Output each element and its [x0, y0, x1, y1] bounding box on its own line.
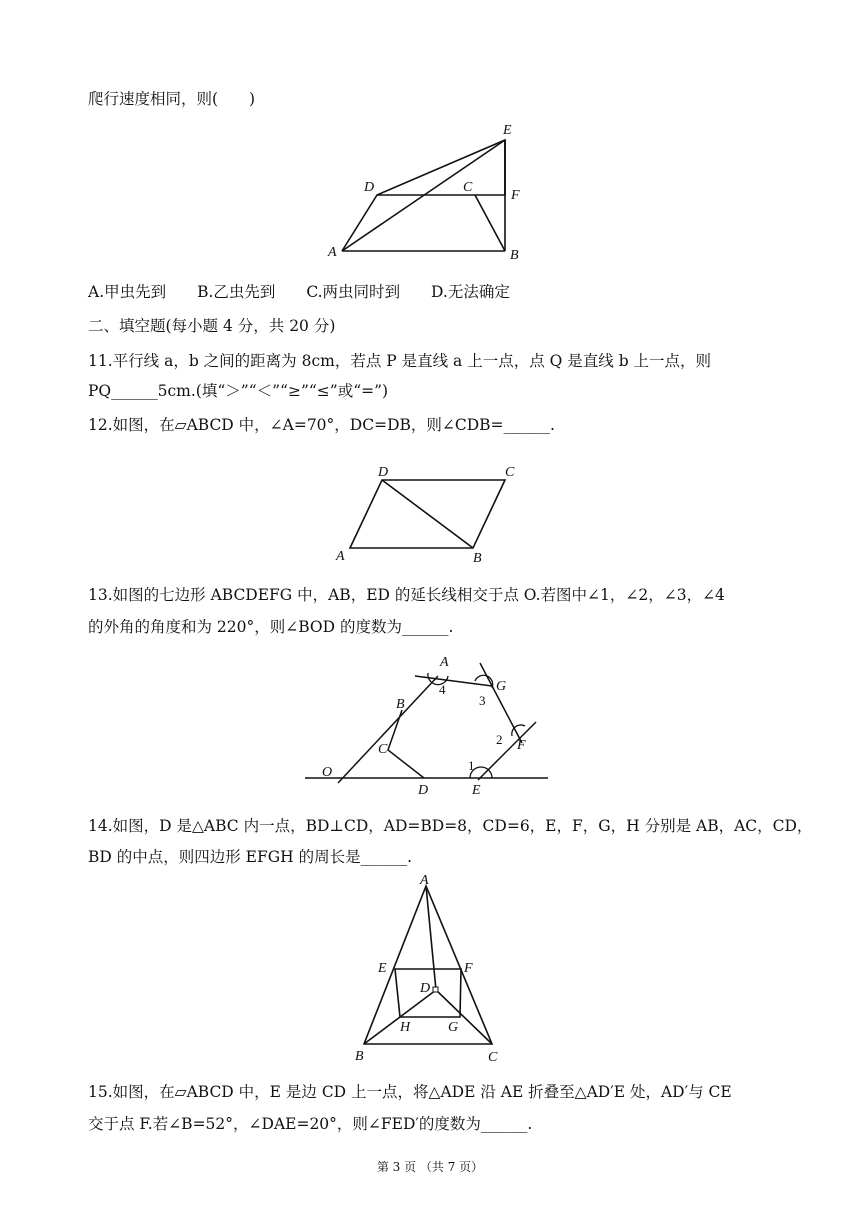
- q13-label-o: O: [322, 765, 333, 780]
- q10-option-c: C.两虫同时到: [306, 283, 401, 301]
- q13-label-d: D: [418, 783, 429, 798]
- q14-figure: [340, 874, 520, 1068]
- q14-label-c: C: [488, 1050, 498, 1065]
- q15-line2: 交于点 F.若∠B=52°，∠DAE=20°，则∠FED′的度数为______.: [88, 1115, 533, 1133]
- q12-label-c: C: [505, 465, 515, 480]
- q10-option-a: A.甲虫先到: [88, 283, 167, 301]
- q10-label-b: B: [510, 248, 519, 263]
- q13-label-b: B: [396, 697, 405, 712]
- q13-label-a: A: [440, 655, 449, 670]
- q12-label-d: D: [378, 465, 389, 480]
- q11-line1: 11.平行线 a，b 之间的距离为 8cm，若点 P 是直线 a 上一点，点 Q 是直线 b 上一点，则: [88, 352, 712, 370]
- q14-label-d: D: [420, 981, 431, 996]
- q13-figure: [300, 648, 560, 798]
- q12-label-b: B: [473, 551, 482, 566]
- q13-line1: 13.如图的七边形 ABCDEFG 中，AB，ED 的延长线相交于点 O.若图中∠1，∠2，∠3，∠4: [88, 586, 725, 604]
- q10-option-d: D.无法确定: [431, 283, 510, 301]
- q10-label-f: F: [511, 188, 520, 203]
- q14-label-a: A: [420, 874, 429, 888]
- q14-label-h: H: [400, 1020, 411, 1035]
- q14-label-b: B: [355, 1049, 364, 1064]
- q12-line1: 12.如图，在▱ABCD 中，∠A=70°，DC=DB，则∠CDB=______.: [88, 416, 555, 434]
- q13-label-f: F: [517, 738, 526, 753]
- q10-label-c: C: [463, 180, 473, 195]
- q14-label-e: E: [378, 961, 387, 976]
- q10-label-a: A: [328, 245, 337, 260]
- q14-line1: 14.如图，D 是△ABC 内一点，BD⊥CD，AD=BD=8，CD=6，E，F，G，H 分别是 AB，AC，CD，: [88, 817, 813, 835]
- q10-label-d: D: [364, 180, 375, 195]
- intro-line: 爬行速度相同，则( ): [88, 90, 256, 108]
- page-footer: 第 3 页 （共 7 页）: [376, 1160, 484, 1174]
- q13-angle-4: 4: [439, 682, 446, 697]
- q10-options: [88, 281, 510, 303]
- q10-option-b: B.乙虫先到: [197, 283, 276, 301]
- q14-line2: BD 的中点，则四边形 EFGH 的周长是______.: [88, 848, 412, 866]
- q13-angle-2: 2: [496, 732, 503, 747]
- q13-label-g: G: [496, 679, 507, 694]
- q10-figure: [320, 118, 540, 268]
- q13-line2: 的外角的角度和为 220°，则∠BOD 的度数为______.: [88, 618, 454, 636]
- q14-label-f: F: [464, 961, 473, 976]
- q13-label-e: E: [472, 783, 481, 798]
- q10-label-e: E: [503, 123, 512, 138]
- q13-label-c: C: [378, 742, 388, 757]
- q12-label-a: A: [336, 549, 345, 564]
- q11-line2: PQ______5cm.(填“＞”“＜”“≥”“≤”或“=”): [88, 382, 389, 400]
- q13-angle-3: 3: [479, 693, 486, 708]
- q15-line1: 15.如图，在▱ABCD 中，E 是边 CD 上一点，将△ADE 沿 AE 折叠至△AD′E 处，AD′与 CE: [88, 1083, 732, 1101]
- q12-figure: [330, 458, 530, 568]
- q13-angle-1: 1: [468, 758, 475, 773]
- section2-title: 二、填空题(每小题 4 分，共 20 分): [88, 317, 336, 335]
- q14-label-g: G: [448, 1020, 459, 1035]
